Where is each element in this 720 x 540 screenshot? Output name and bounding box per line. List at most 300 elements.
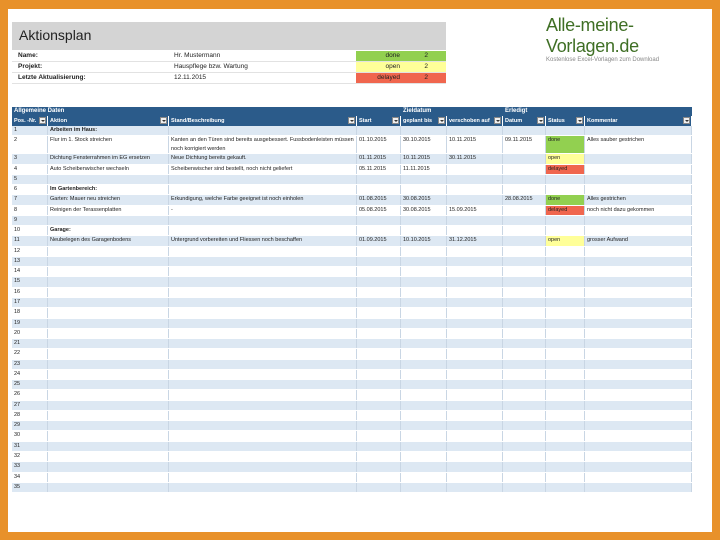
cell-pos-nr[interactable]: 23 xyxy=(12,360,48,369)
cell-start[interactable] xyxy=(357,185,401,194)
cell-start[interactable] xyxy=(357,329,401,338)
cell-verschoben-auf[interactable] xyxy=(447,319,503,328)
cell-aktion[interactable] xyxy=(48,483,169,492)
cell-pos-nr[interactable]: 22 xyxy=(12,349,48,358)
cell-datum[interactable] xyxy=(503,165,546,174)
cell-status[interactable] xyxy=(546,390,585,399)
cell-start[interactable] xyxy=(357,267,401,276)
cell-pos-nr[interactable]: 31 xyxy=(12,442,48,451)
cell-aktion[interactable] xyxy=(48,421,169,430)
cell-verschoben-auf[interactable] xyxy=(447,329,503,338)
cell-aktion[interactable]: Arbeiten im Haus: xyxy=(48,126,169,135)
cell-stand-beschreibung[interactable] xyxy=(169,349,357,358)
cell-verschoben-auf[interactable] xyxy=(447,442,503,451)
cell-stand-beschreibung[interactable] xyxy=(169,175,357,184)
cell-pos-nr[interactable]: 27 xyxy=(12,401,48,410)
cell-geplant-bis[interactable] xyxy=(401,277,447,286)
cell-kommentar[interactable] xyxy=(585,360,692,369)
cell-datum[interactable] xyxy=(503,380,546,389)
cell-pos-nr[interactable]: 10 xyxy=(12,226,48,235)
cell-aktion[interactable] xyxy=(48,360,169,369)
cell-aktion[interactable] xyxy=(48,319,169,328)
cell-aktion[interactable] xyxy=(48,431,169,440)
cell-geplant-bis[interactable] xyxy=(401,267,447,276)
cell-status[interactable] xyxy=(546,247,585,256)
cell-geplant-bis[interactable] xyxy=(401,175,447,184)
cell-verschoben-auf[interactable] xyxy=(447,483,503,492)
cell-pos-nr[interactable]: 6 xyxy=(12,185,48,194)
cell-status[interactable] xyxy=(546,257,585,266)
cell-stand-beschreibung[interactable] xyxy=(169,339,357,348)
cell-pos-nr[interactable]: 18 xyxy=(12,308,48,317)
cell-stand-beschreibung[interactable] xyxy=(169,247,357,256)
cell-geplant-bis[interactable] xyxy=(401,349,447,358)
cell-aktion[interactable]: Garten: Mauer neu streichen xyxy=(48,195,169,204)
cell-stand-beschreibung[interactable] xyxy=(169,267,357,276)
cell-kommentar[interactable]: grosser Aufwand xyxy=(585,236,692,245)
cell-geplant-bis[interactable] xyxy=(401,257,447,266)
cell-pos-nr[interactable]: 15 xyxy=(12,277,48,286)
cell-aktion[interactable] xyxy=(48,401,169,410)
cell-kommentar[interactable] xyxy=(585,165,692,174)
cell-geplant-bis[interactable] xyxy=(401,442,447,451)
cell-start[interactable]: 05.11.2015 xyxy=(357,165,401,174)
info-value[interactable]: Hr. Mustermann xyxy=(174,52,221,59)
cell-datum[interactable] xyxy=(503,411,546,420)
cell-datum[interactable] xyxy=(503,247,546,256)
cell-status[interactable] xyxy=(546,288,585,297)
cell-datum[interactable] xyxy=(503,473,546,482)
cell-aktion[interactable] xyxy=(48,380,169,389)
cell-pos-nr[interactable]: 29 xyxy=(12,421,48,430)
cell-kommentar[interactable] xyxy=(585,154,692,163)
cell-stand-beschreibung[interactable] xyxy=(169,390,357,399)
cell-datum[interactable] xyxy=(503,452,546,461)
cell-status[interactable] xyxy=(546,442,585,451)
info-value[interactable]: Hauspflege bzw. Wartung xyxy=(174,63,248,70)
cell-kommentar[interactable] xyxy=(585,380,692,389)
cell-status[interactable] xyxy=(546,360,585,369)
cell-geplant-bis[interactable]: 11.11.2015 xyxy=(401,165,447,174)
cell-geplant-bis[interactable] xyxy=(401,462,447,471)
cell-stand-beschreibung[interactable] xyxy=(169,308,357,317)
filter-dropdown-icon[interactable] xyxy=(537,117,544,124)
cell-aktion[interactable] xyxy=(48,257,169,266)
cell-datum[interactable] xyxy=(503,462,546,471)
cell-verschoben-auf[interactable] xyxy=(447,165,503,174)
cell-stand-beschreibung[interactable] xyxy=(169,257,357,266)
cell-stand-beschreibung[interactable]: - xyxy=(169,206,357,215)
cell-kommentar[interactable] xyxy=(585,329,692,338)
cell-stand-beschreibung[interactable] xyxy=(169,288,357,297)
cell-status[interactable] xyxy=(546,339,585,348)
cell-verschoben-auf[interactable]: 15.09.2015 xyxy=(447,206,503,215)
cell-stand-beschreibung[interactable]: Scheibenwischer sind bestellt, noch nicht geliefert xyxy=(169,165,357,174)
cell-aktion[interactable] xyxy=(48,277,169,286)
cell-verschoben-auf[interactable] xyxy=(447,390,503,399)
cell-kommentar[interactable] xyxy=(585,431,692,440)
cell-datum[interactable] xyxy=(503,431,546,440)
cell-stand-beschreibung[interactable] xyxy=(169,185,357,194)
cell-start[interactable] xyxy=(357,349,401,358)
cell-geplant-bis[interactable] xyxy=(401,360,447,369)
cell-status[interactable] xyxy=(546,462,585,471)
cell-datum[interactable] xyxy=(503,370,546,379)
cell-pos-nr[interactable]: 8 xyxy=(12,206,48,215)
cell-kommentar[interactable] xyxy=(585,247,692,256)
cell-stand-beschreibung[interactable] xyxy=(169,360,357,369)
cell-pos-nr[interactable]: 4 xyxy=(12,165,48,174)
cell-status[interactable] xyxy=(546,308,585,317)
cell-stand-beschreibung[interactable]: Kanten an den Türen sind bereits ausgebessert. Fussbodenleisten müssen noch korrigiert werden xyxy=(169,136,357,153)
cell-geplant-bis[interactable] xyxy=(401,473,447,482)
cell-aktion[interactable] xyxy=(48,442,169,451)
cell-start[interactable] xyxy=(357,431,401,440)
cell-start[interactable] xyxy=(357,483,401,492)
cell-start[interactable] xyxy=(357,216,401,225)
cell-verschoben-auf[interactable] xyxy=(447,195,503,204)
cell-geplant-bis[interactable] xyxy=(401,216,447,225)
cell-datum[interactable] xyxy=(503,288,546,297)
cell-geplant-bis[interactable]: 30.08.2015 xyxy=(401,195,447,204)
cell-datum[interactable] xyxy=(503,226,546,235)
cell-aktion[interactable] xyxy=(48,247,169,256)
cell-kommentar[interactable] xyxy=(585,452,692,461)
cell-geplant-bis[interactable] xyxy=(401,308,447,317)
cell-kommentar[interactable] xyxy=(585,349,692,358)
cell-verschoben-auf[interactable] xyxy=(447,308,503,317)
cell-verschoben-auf[interactable] xyxy=(447,421,503,430)
cell-pos-nr[interactable]: 1 xyxy=(12,126,48,135)
cell-stand-beschreibung[interactable] xyxy=(169,452,357,461)
cell-verschoben-auf[interactable] xyxy=(447,360,503,369)
cell-start[interactable] xyxy=(357,411,401,420)
cell-geplant-bis[interactable] xyxy=(401,483,447,492)
cell-start[interactable] xyxy=(357,360,401,369)
cell-verschoben-auf[interactable] xyxy=(447,216,503,225)
cell-kommentar[interactable] xyxy=(585,226,692,235)
cell-start[interactable] xyxy=(357,442,401,451)
cell-kommentar[interactable] xyxy=(585,267,692,276)
cell-start[interactable]: 05.08.2015 xyxy=(357,206,401,215)
cell-status[interactable] xyxy=(546,226,585,235)
cell-verschoben-auf[interactable]: 10.11.2015 xyxy=(447,136,503,153)
cell-aktion[interactable] xyxy=(48,462,169,471)
cell-kommentar[interactable] xyxy=(585,473,692,482)
cell-status[interactable] xyxy=(546,411,585,420)
cell-stand-beschreibung[interactable]: Erkundigung, welche Farbe geeignet ist noch einholen xyxy=(169,195,357,204)
cell-pos-nr[interactable]: 21 xyxy=(12,339,48,348)
cell-start[interactable] xyxy=(357,401,401,410)
cell-start[interactable] xyxy=(357,126,401,135)
cell-status[interactable] xyxy=(546,298,585,307)
cell-status[interactable] xyxy=(546,483,585,492)
cell-status[interactable] xyxy=(546,401,585,410)
cell-start[interactable] xyxy=(357,370,401,379)
cell-datum[interactable] xyxy=(503,298,546,307)
cell-aktion[interactable] xyxy=(48,370,169,379)
cell-pos-nr[interactable]: 33 xyxy=(12,462,48,471)
cell-kommentar[interactable]: Alles gestrichen xyxy=(585,195,692,204)
cell-pos-nr[interactable]: 14 xyxy=(12,267,48,276)
cell-datum[interactable] xyxy=(503,329,546,338)
cell-verschoben-auf[interactable] xyxy=(447,462,503,471)
cell-stand-beschreibung[interactable] xyxy=(169,329,357,338)
cell-aktion[interactable]: Neubelegen des Garagenbodens xyxy=(48,236,169,245)
cell-status[interactable] xyxy=(546,277,585,286)
cell-datum[interactable] xyxy=(503,277,546,286)
cell-start[interactable] xyxy=(357,175,401,184)
cell-pos-nr[interactable]: 35 xyxy=(12,483,48,492)
cell-status[interactable]: delayed xyxy=(546,206,585,215)
cell-datum[interactable] xyxy=(503,216,546,225)
cell-geplant-bis[interactable] xyxy=(401,452,447,461)
cell-kommentar[interactable] xyxy=(585,390,692,399)
filter-dropdown-icon[interactable] xyxy=(576,117,583,124)
cell-kommentar[interactable] xyxy=(585,126,692,135)
cell-aktion[interactable] xyxy=(48,390,169,399)
cell-stand-beschreibung[interactable] xyxy=(169,401,357,410)
cell-stand-beschreibung[interactable] xyxy=(169,421,357,430)
cell-start[interactable] xyxy=(357,277,401,286)
cell-kommentar[interactable] xyxy=(585,483,692,492)
cell-kommentar[interactable] xyxy=(585,319,692,328)
cell-pos-nr[interactable]: 13 xyxy=(12,257,48,266)
cell-verschoben-auf[interactable] xyxy=(447,126,503,135)
cell-status[interactable] xyxy=(546,267,585,276)
cell-datum[interactable] xyxy=(503,175,546,184)
cell-datum[interactable] xyxy=(503,442,546,451)
cell-status[interactable]: open xyxy=(546,154,585,163)
cell-start[interactable] xyxy=(357,339,401,348)
cell-stand-beschreibung[interactable] xyxy=(169,483,357,492)
cell-kommentar[interactable] xyxy=(585,308,692,317)
cell-verschoben-auf[interactable] xyxy=(447,401,503,410)
cell-aktion[interactable]: Im Gartenbereich: xyxy=(48,185,169,194)
filter-dropdown-icon[interactable] xyxy=(348,117,355,124)
cell-verschoben-auf[interactable] xyxy=(447,185,503,194)
cell-datum[interactable] xyxy=(503,154,546,163)
cell-datum[interactable] xyxy=(503,401,546,410)
cell-pos-nr[interactable]: 32 xyxy=(12,452,48,461)
cell-stand-beschreibung[interactable] xyxy=(169,216,357,225)
cell-verschoben-auf[interactable] xyxy=(447,247,503,256)
cell-geplant-bis[interactable] xyxy=(401,411,447,420)
cell-start[interactable] xyxy=(357,319,401,328)
cell-stand-beschreibung[interactable] xyxy=(169,462,357,471)
cell-geplant-bis[interactable] xyxy=(401,126,447,135)
cell-kommentar[interactable] xyxy=(585,175,692,184)
cell-aktion[interactable] xyxy=(48,175,169,184)
cell-datum[interactable] xyxy=(503,349,546,358)
cell-aktion[interactable] xyxy=(48,288,169,297)
cell-geplant-bis[interactable] xyxy=(401,329,447,338)
cell-datum[interactable] xyxy=(503,483,546,492)
cell-stand-beschreibung[interactable] xyxy=(169,411,357,420)
cell-start[interactable] xyxy=(357,298,401,307)
cell-stand-beschreibung[interactable] xyxy=(169,431,357,440)
cell-pos-nr[interactable]: 17 xyxy=(12,298,48,307)
cell-status[interactable]: open xyxy=(546,236,585,245)
cell-geplant-bis[interactable] xyxy=(401,339,447,348)
cell-datum[interactable] xyxy=(503,185,546,194)
cell-start[interactable] xyxy=(357,473,401,482)
cell-pos-nr[interactable]: 24 xyxy=(12,370,48,379)
cell-kommentar[interactable] xyxy=(585,339,692,348)
cell-kommentar[interactable]: noch nicht dazu gekommen xyxy=(585,206,692,215)
cell-start[interactable] xyxy=(357,247,401,256)
cell-kommentar[interactable] xyxy=(585,216,692,225)
cell-start[interactable] xyxy=(357,390,401,399)
cell-start[interactable]: 01.08.2015 xyxy=(357,195,401,204)
cell-datum[interactable] xyxy=(503,319,546,328)
cell-geplant-bis[interactable] xyxy=(401,390,447,399)
cell-geplant-bis[interactable] xyxy=(401,370,447,379)
cell-kommentar[interactable] xyxy=(585,288,692,297)
cell-stand-beschreibung[interactable] xyxy=(169,370,357,379)
cell-status[interactable] xyxy=(546,380,585,389)
cell-start[interactable] xyxy=(357,226,401,235)
cell-stand-beschreibung[interactable] xyxy=(169,126,357,135)
cell-datum[interactable]: 09.11.2015 xyxy=(503,136,546,153)
cell-start[interactable] xyxy=(357,421,401,430)
cell-start[interactable] xyxy=(357,288,401,297)
cell-verschoben-auf[interactable] xyxy=(447,411,503,420)
cell-status[interactable] xyxy=(546,185,585,194)
cell-status[interactable] xyxy=(546,370,585,379)
cell-status[interactable] xyxy=(546,126,585,135)
cell-aktion[interactable] xyxy=(48,329,169,338)
cell-datum[interactable] xyxy=(503,236,546,245)
cell-datum[interactable] xyxy=(503,126,546,135)
filter-dropdown-icon[interactable] xyxy=(438,117,445,124)
cell-pos-nr[interactable]: 5 xyxy=(12,175,48,184)
cell-verschoben-auf[interactable] xyxy=(447,298,503,307)
cell-verschoben-auf[interactable] xyxy=(447,175,503,184)
cell-pos-nr[interactable]: 28 xyxy=(12,411,48,420)
cell-geplant-bis[interactable] xyxy=(401,401,447,410)
cell-geplant-bis[interactable] xyxy=(401,380,447,389)
cell-start[interactable] xyxy=(357,380,401,389)
cell-stand-beschreibung[interactable] xyxy=(169,473,357,482)
cell-stand-beschreibung[interactable]: Neue Dichtung bereits gekauft. xyxy=(169,154,357,163)
cell-verschoben-auf[interactable] xyxy=(447,257,503,266)
cell-start[interactable] xyxy=(357,462,401,471)
cell-start[interactable]: 01.11.2015 xyxy=(357,154,401,163)
cell-datum[interactable] xyxy=(503,267,546,276)
cell-kommentar[interactable] xyxy=(585,462,692,471)
cell-pos-nr[interactable]: 16 xyxy=(12,288,48,297)
cell-stand-beschreibung[interactable]: Untergrund vorbereiten und Fliessen noch beschaffen xyxy=(169,236,357,245)
cell-kommentar[interactable] xyxy=(585,421,692,430)
cell-geplant-bis[interactable] xyxy=(401,247,447,256)
cell-datum[interactable]: 28.08.2015 xyxy=(503,195,546,204)
cell-status[interactable] xyxy=(546,216,585,225)
cell-pos-nr[interactable]: 34 xyxy=(12,473,48,482)
cell-geplant-bis[interactable] xyxy=(401,185,447,194)
cell-kommentar[interactable] xyxy=(585,401,692,410)
filter-dropdown-icon[interactable] xyxy=(39,117,46,124)
cell-status[interactable] xyxy=(546,329,585,338)
cell-geplant-bis[interactable] xyxy=(401,298,447,307)
cell-verschoben-auf[interactable] xyxy=(447,473,503,482)
cell-aktion[interactable] xyxy=(48,452,169,461)
filter-dropdown-icon[interactable] xyxy=(160,117,167,124)
cell-status[interactable]: done xyxy=(546,136,585,153)
cell-status[interactable]: delayed xyxy=(546,165,585,174)
filter-dropdown-icon[interactable] xyxy=(494,117,501,124)
filter-dropdown-icon[interactable] xyxy=(392,117,399,124)
cell-kommentar[interactable] xyxy=(585,411,692,420)
cell-datum[interactable] xyxy=(503,206,546,215)
cell-start[interactable] xyxy=(357,308,401,317)
cell-verschoben-auf[interactable] xyxy=(447,288,503,297)
cell-geplant-bis[interactable] xyxy=(401,288,447,297)
cell-status[interactable] xyxy=(546,431,585,440)
cell-datum[interactable] xyxy=(503,421,546,430)
cell-pos-nr[interactable]: 26 xyxy=(12,390,48,399)
cell-aktion[interactable] xyxy=(48,349,169,358)
cell-datum[interactable] xyxy=(503,308,546,317)
cell-datum[interactable] xyxy=(503,390,546,399)
cell-kommentar[interactable] xyxy=(585,298,692,307)
cell-geplant-bis[interactable] xyxy=(401,421,447,430)
cell-verschoben-auf[interactable]: 30.11.2015 xyxy=(447,154,503,163)
cell-pos-nr[interactable]: 2 xyxy=(12,136,48,153)
cell-geplant-bis[interactable] xyxy=(401,226,447,235)
cell-stand-beschreibung[interactable] xyxy=(169,277,357,286)
cell-datum[interactable] xyxy=(503,360,546,369)
cell-aktion[interactable] xyxy=(48,267,169,276)
cell-pos-nr[interactable]: 19 xyxy=(12,319,48,328)
cell-verschoben-auf[interactable] xyxy=(447,349,503,358)
cell-geplant-bis[interactable] xyxy=(401,319,447,328)
cell-kommentar[interactable] xyxy=(585,185,692,194)
cell-verschoben-auf[interactable] xyxy=(447,339,503,348)
cell-geplant-bis[interactable]: 10.11.2015 xyxy=(401,154,447,163)
cell-pos-nr[interactable]: 12 xyxy=(12,247,48,256)
cell-pos-nr[interactable]: 7 xyxy=(12,195,48,204)
cell-geplant-bis[interactable]: 30.10.2015 xyxy=(401,136,447,153)
cell-aktion[interactable] xyxy=(48,298,169,307)
cell-status[interactable] xyxy=(546,421,585,430)
cell-status[interactable] xyxy=(546,175,585,184)
cell-status[interactable] xyxy=(546,452,585,461)
cell-verschoben-auf[interactable]: 31.12.2015 xyxy=(447,236,503,245)
cell-aktion[interactable]: Reinigen der Terassenplatten xyxy=(48,206,169,215)
cell-pos-nr[interactable]: 3 xyxy=(12,154,48,163)
cell-stand-beschreibung[interactable] xyxy=(169,298,357,307)
cell-aktion[interactable] xyxy=(48,473,169,482)
cell-kommentar[interactable] xyxy=(585,442,692,451)
cell-geplant-bis[interactable]: 10.10.2015 xyxy=(401,236,447,245)
cell-verschoben-auf[interactable] xyxy=(447,226,503,235)
cell-status[interactable] xyxy=(546,349,585,358)
cell-aktion[interactable] xyxy=(48,339,169,348)
cell-start[interactable] xyxy=(357,452,401,461)
cell-pos-nr[interactable]: 20 xyxy=(12,329,48,338)
cell-aktion[interactable] xyxy=(48,411,169,420)
cell-verschoben-auf[interactable] xyxy=(447,380,503,389)
cell-datum[interactable] xyxy=(503,339,546,348)
cell-aktion[interactable] xyxy=(48,308,169,317)
cell-pos-nr[interactable]: 25 xyxy=(12,380,48,389)
cell-kommentar[interactable] xyxy=(585,277,692,286)
cell-stand-beschreibung[interactable] xyxy=(169,380,357,389)
cell-start[interactable] xyxy=(357,257,401,266)
cell-verschoben-auf[interactable] xyxy=(447,277,503,286)
cell-status[interactable]: done xyxy=(546,195,585,204)
